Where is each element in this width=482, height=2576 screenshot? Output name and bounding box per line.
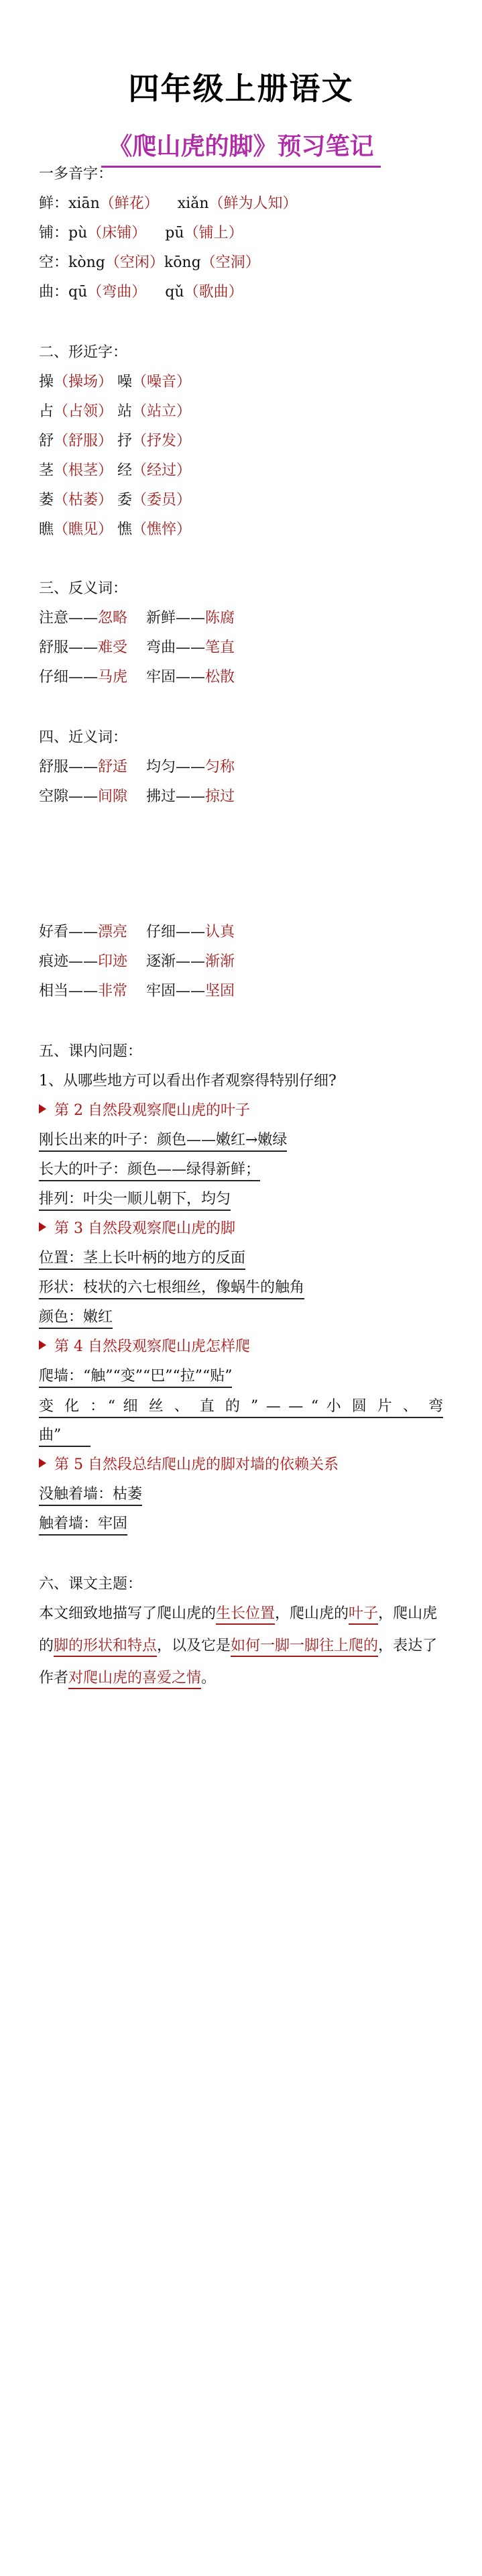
pinyin: xiǎn	[177, 195, 209, 212]
word: 注意——	[39, 610, 99, 627]
triangle-bullet-icon	[39, 1222, 46, 1232]
char: 占	[39, 403, 54, 420]
similar-char-row	[39, 490, 191, 511]
similar-char-row	[39, 372, 191, 393]
word: 空隙——	[39, 788, 99, 805]
key-phrase: 叶子	[349, 1605, 378, 1625]
example-word: （鲜为人知）	[208, 195, 298, 212]
note-line	[39, 1277, 304, 1299]
char: 站	[117, 403, 133, 420]
triangle-bullet-icon	[39, 1458, 46, 1468]
polyphone-row	[39, 193, 298, 215]
underlined-text: 位置：茎上长叶柄的地方的反面	[39, 1250, 245, 1270]
antonym-row	[39, 637, 235, 659]
pinyin: qū	[68, 284, 88, 301]
word: 好看——	[39, 924, 99, 941]
word: 均匀——	[146, 759, 206, 775]
example-word: （床铺）	[87, 225, 147, 241]
answer: 忽略	[98, 610, 128, 627]
note-line	[39, 1484, 142, 1505]
triangle-bullet-icon	[39, 1340, 46, 1350]
char: 憔	[117, 521, 133, 538]
note-line	[39, 1425, 91, 1446]
underlined-text: 排列：叶尖一顺儿朝下，均匀	[39, 1191, 231, 1211]
example-word: （枯萎）	[54, 492, 113, 508]
underlined-text: 刚长出来的叶子：颜色——嫩红→嫩绿	[39, 1132, 287, 1152]
similar-char-row	[39, 519, 191, 541]
note-line-justified	[39, 1393, 443, 1421]
pinyin: pū	[165, 225, 184, 241]
underlined-text: 没触着墙：枯萎	[39, 1486, 142, 1506]
answer: 马虎	[98, 669, 128, 686]
bullet-item	[39, 1100, 250, 1122]
answer: 间隙	[98, 788, 128, 805]
text: ，以及它是	[157, 1638, 231, 1654]
bullet-text: 第 2 自然段观察爬山虎的叶子	[54, 1102, 250, 1119]
page-title: 四年级上册语文	[128, 70, 354, 107]
underlined-text: 颜色：嫩红	[39, 1309, 113, 1329]
word: 牢固——	[146, 983, 206, 1000]
antonym-row	[39, 667, 235, 688]
answer: 掠过	[205, 788, 235, 805]
char: 噪	[117, 374, 133, 390]
antonym-row	[39, 608, 235, 629]
answer: 认真	[205, 924, 235, 941]
note-line	[39, 1159, 260, 1181]
pinyin: pù	[68, 225, 88, 241]
underlined-text: 变 化 ：“ 细 丝 、 直 的 ” — — “ 小 圆 片 、 弯	[39, 1398, 443, 1418]
key-phrase: 脚的形状和特点	[54, 1638, 157, 1657]
example-word: （铺上）	[184, 225, 243, 241]
word: 痕迹——	[39, 953, 99, 970]
underlined-text: 长大的叶子：颜色——绿得新鲜；	[39, 1161, 260, 1181]
note-line	[39, 1307, 113, 1328]
section-heading-polyphones: 一多音字：	[39, 166, 113, 182]
polyphone-row	[39, 252, 260, 274]
word: 仔细——	[146, 924, 206, 941]
example-word: （委员）	[132, 492, 192, 508]
polyphone-char: 空：	[39, 254, 69, 271]
word: 弯曲——	[146, 639, 206, 656]
theme-paragraph	[39, 1598, 443, 1695]
polyphone-char: 鲜：	[39, 195, 69, 212]
example-word: （瞧见）	[54, 521, 113, 538]
answer: 渐渐	[205, 953, 235, 970]
text: 。	[201, 1670, 217, 1686]
note-line	[39, 1366, 232, 1387]
char: 操	[39, 374, 54, 390]
bullet-text: 第 4 自然段观察爬山虎怎样爬	[54, 1338, 250, 1355]
subtitle-wrap	[0, 127, 482, 168]
answer: 漂亮	[98, 924, 128, 941]
example-word: （经过）	[132, 462, 192, 479]
char: 瞧	[39, 521, 54, 538]
text: ，爬山虎的	[39, 1605, 438, 1654]
similar-char-row	[39, 431, 191, 452]
section-heading-antonyms: 三、反义词：	[39, 580, 128, 597]
word: 舒服——	[39, 759, 99, 775]
answer: 舒适	[98, 759, 128, 775]
bullet-item	[39, 1218, 235, 1240]
similar-char-row	[39, 460, 191, 482]
key-phrase: 如何一脚一脚往上爬的	[231, 1638, 378, 1657]
synonym-row	[39, 951, 235, 973]
example-word: （弯曲）	[87, 284, 147, 301]
word: 舒服——	[39, 639, 99, 656]
char: 舒	[39, 433, 54, 449]
pinyin: xiān	[68, 195, 100, 212]
example-word: （抒发）	[132, 433, 192, 449]
answer: 非常	[98, 983, 128, 1000]
polyphone-char: 曲：	[39, 284, 69, 301]
word: 拂过——	[146, 788, 206, 805]
answer: 匀称	[205, 759, 235, 775]
example-word: （舒服）	[54, 433, 113, 449]
synonym-row	[39, 786, 235, 808]
question: 1、从哪些地方可以看出作者观察得特别仔细?	[39, 1073, 337, 1089]
example-word: （占领）	[54, 403, 113, 420]
answer: 陈腐	[205, 610, 235, 627]
section-heading-questions: 五、课内问题：	[39, 1043, 143, 1060]
pinyin: kòng	[68, 254, 105, 271]
polyphone-row	[39, 223, 243, 244]
text: ，表达了作者	[39, 1638, 438, 1686]
word: 仔细——	[39, 669, 99, 686]
synonym-row	[39, 922, 235, 943]
key-phrase: 生长位置	[216, 1605, 275, 1625]
answer: 坚固	[205, 983, 235, 1000]
section-heading-synonyms: 四、近义词：	[39, 729, 128, 746]
example-word: （歌曲）	[184, 284, 243, 301]
word: 牢固——	[146, 669, 206, 686]
char: 茎	[39, 462, 54, 479]
example-word: （操场）	[54, 374, 113, 390]
answer: 难受	[98, 639, 128, 656]
polyphone-char: 铺：	[39, 225, 69, 241]
note-line	[39, 1248, 245, 1269]
word: 相当——	[39, 983, 99, 1000]
example-word: （空洞）	[200, 254, 260, 271]
triangle-bullet-icon	[39, 1104, 46, 1114]
bullet-text: 第 5 自然段总结爬山虎的脚对墙的依赖关系	[54, 1456, 339, 1473]
answer: 笔直	[205, 639, 235, 656]
page-subtitle: 《爬山虎的脚》预习笔记	[101, 127, 380, 168]
example-word: （站立）	[132, 403, 192, 420]
underlined-text: 触着墙：牢固	[39, 1515, 127, 1536]
word: 新鲜——	[146, 610, 206, 627]
example-word: （憔悴）	[132, 521, 192, 538]
synonym-row	[39, 757, 235, 778]
answer: 松散	[205, 669, 235, 686]
char: 萎	[39, 492, 54, 508]
example-word: （鲜花）	[99, 195, 159, 212]
polyphone-row	[39, 282, 243, 303]
note-line	[39, 1189, 231, 1210]
text: 本文细致地描写了爬山虎的	[39, 1605, 217, 1622]
text: ，爬山虎的	[275, 1605, 349, 1622]
char: 经	[117, 462, 133, 479]
example-word: （噪音）	[132, 374, 192, 390]
key-phrase: 对爬山虎的喜爱之情	[68, 1670, 201, 1689]
word: 逐渐——	[146, 953, 206, 970]
section-heading-similar-chars: 二、形近字：	[39, 344, 128, 361]
example-word: （空闲）	[105, 254, 164, 271]
pinyin: qǔ	[165, 284, 184, 301]
note-line	[39, 1513, 127, 1535]
bullet-item	[39, 1336, 250, 1358]
char: 抒	[117, 433, 133, 449]
underlined-text: 爬墙：“触”“变”“巴”“拉”“贴”	[39, 1368, 232, 1388]
synonym-row	[39, 981, 235, 1002]
char: 委	[117, 492, 133, 508]
note-line	[39, 1130, 287, 1151]
underlined-text: 形状：枝状的六七根细丝，像蜗牛的触角	[39, 1279, 304, 1299]
bullet-item	[39, 1454, 339, 1476]
answer: 印迹	[98, 953, 128, 970]
bullet-text: 第 3 自然段观察爬山虎的脚	[54, 1220, 235, 1237]
underlined-text: 曲”	[39, 1427, 61, 1447]
pinyin: kōng	[164, 254, 201, 271]
example-word: （根茎）	[54, 462, 113, 479]
similar-char-row	[39, 401, 191, 423]
section-heading-theme: 六、课文主题：	[39, 1576, 143, 1593]
